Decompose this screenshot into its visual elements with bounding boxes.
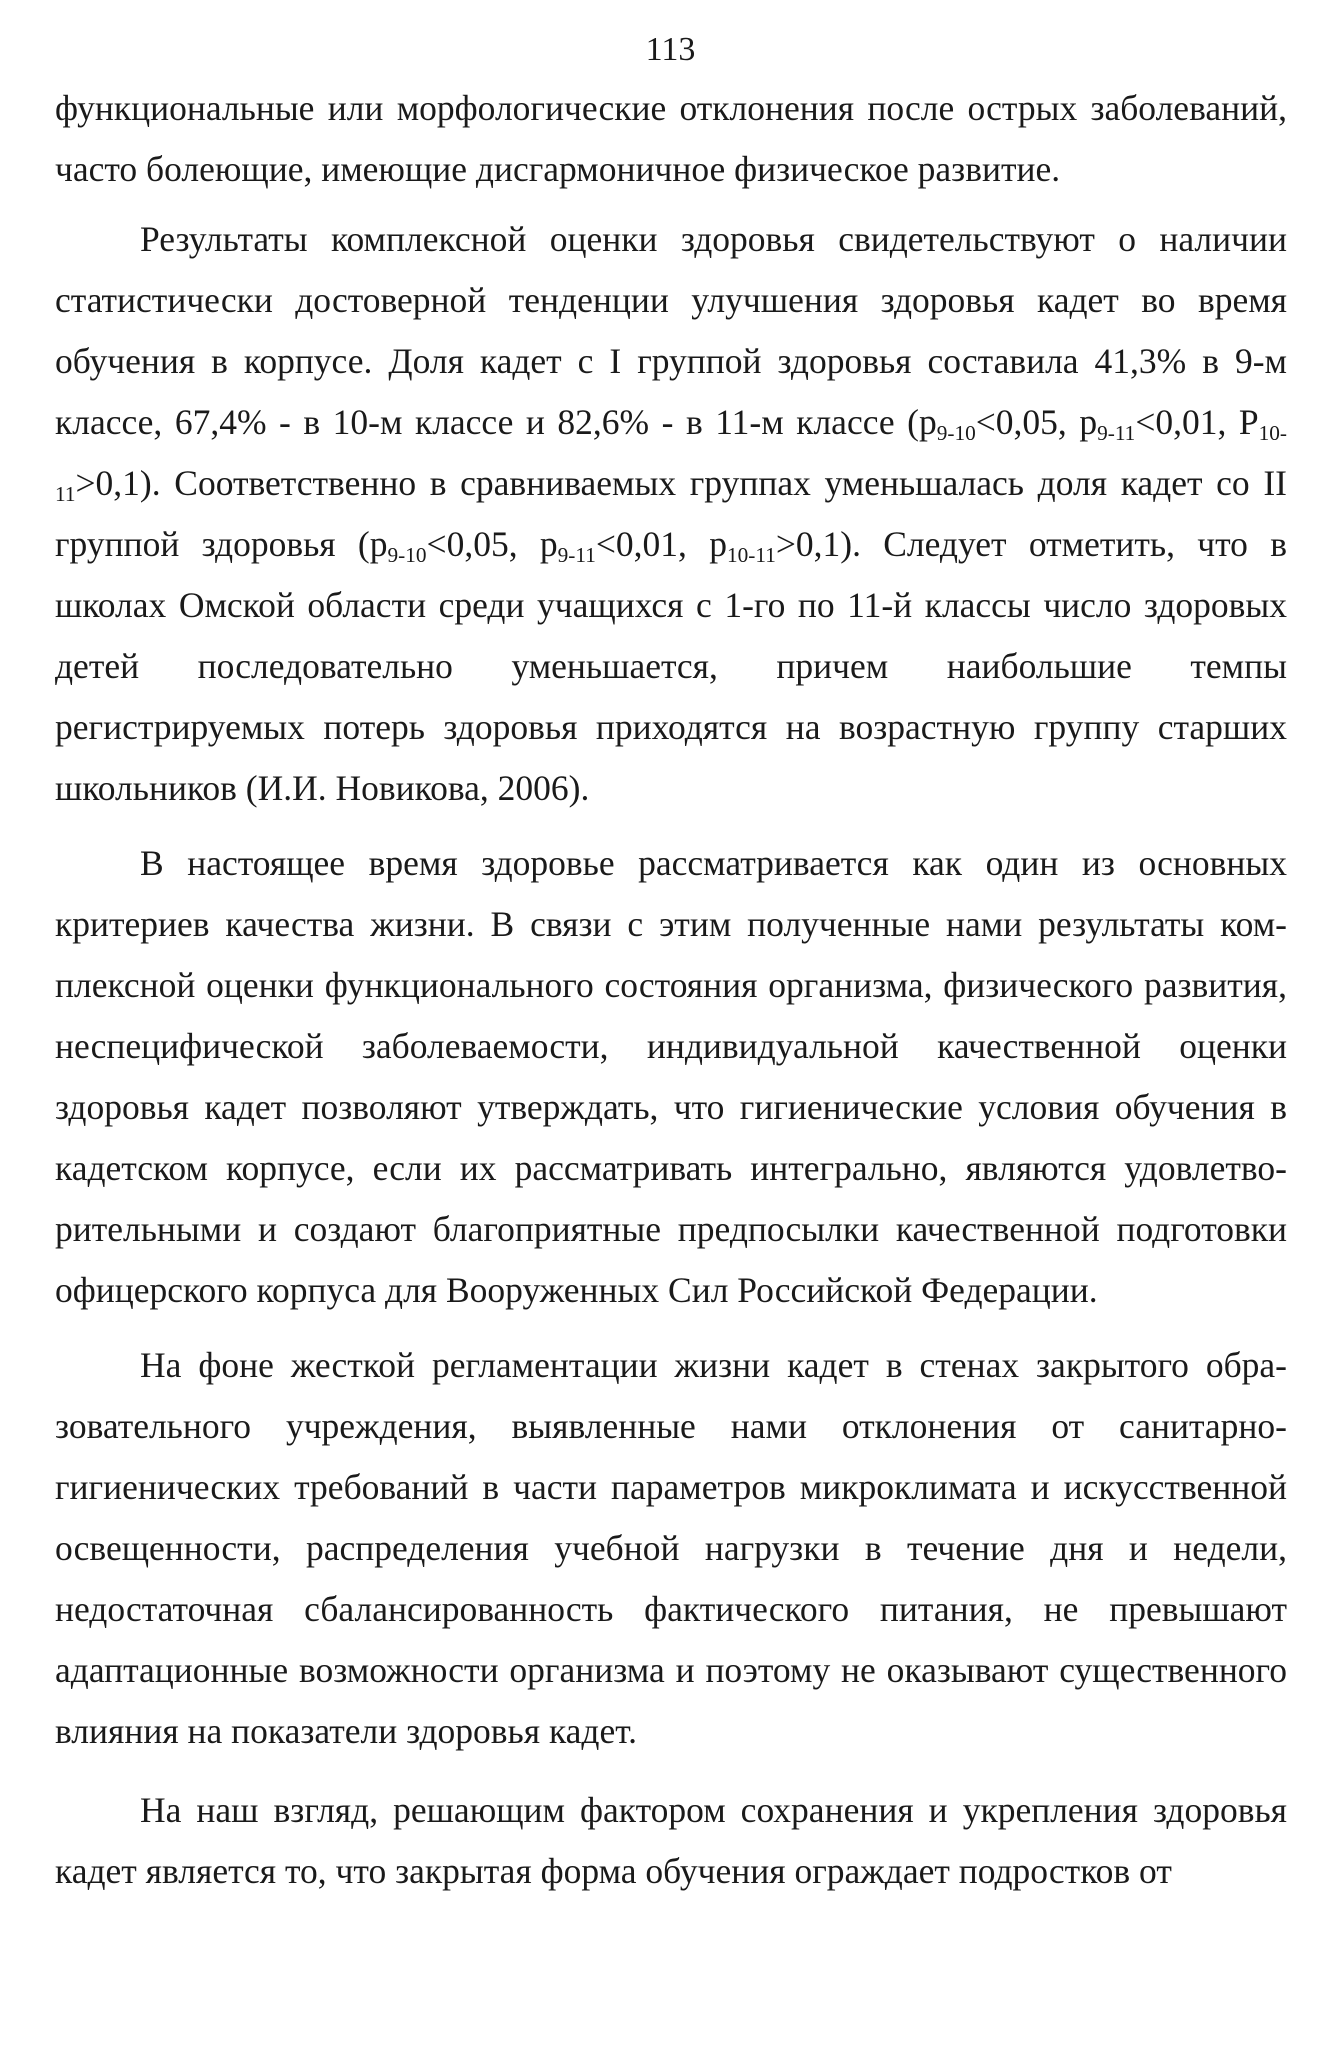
paragraph-health-results — [55, 209, 1287, 819]
text-run: Результаты комплексной оценки здоровья свидетельствуют о наличии статистически достоверной тенденции улучшения здоровья кадет во время обучения в корпусе. Доля кадет с I группой здоровья составила 41,3% в 9-м классе, 67,4% - в 10-м классе и 82,6% - в 11-м классе (p — [55, 219, 1287, 442]
subscript: 9-11 — [557, 542, 596, 567]
text-run: <0,01, P — [1135, 402, 1259, 442]
body-text — [55, 78, 1287, 1902]
paragraph-continuation: функциональные или морфологические отклонения после острых заболеваний, часто болеющие, имеющие дисгармоничное физическое развитие. — [55, 88, 1287, 189]
subscript: 10-11 — [726, 542, 776, 567]
paragraph-quality-of-life: В настоящее время здоровье рассматривается как один из основных критериев качества жизни. В связи с этим полученные нами результаты комплексной оценки функционального состояния организма, физического развития, неспецифической заболеваемости, индивидуальной качественной оценки здоровья кадет позволяют утверждать, что гигиенические условия обучения в кадетском корпусе, если их рассматривать интегрально, являются удовлетворительными и создают благоприятные предпосылки качественной подготовки офицерского корпуса для Вооруженных Сил Российской Федерации. — [55, 843, 1287, 1310]
subscript: 10-11 — [55, 420, 1287, 506]
paragraph-conclusion: На наш взгляд, решающим фактором сохранения и укрепления здоровья кадет является то, что закрытая форма обучения ограждает подростков от — [55, 1790, 1287, 1891]
text-run: <0,01, p — [595, 524, 727, 564]
subscript: 9-10 — [936, 420, 976, 445]
subscript: 9-10 — [387, 542, 427, 567]
paragraph-regulation: На фоне жесткой регламентации жизни кадет в стенах закрытого образовательного учреждения, выявленные нами отклонения от санитарно-гигиенических требований в части параметров микроклимата и искусственной освещенности, распределения учебной нагрузки в течение дня и недели, недостаточная сбалансированность фактического питания, не превышают адаптационные возможности организма и поэтому не оказывают существенного влияния на показатели здоровья кадет. — [55, 1345, 1287, 1751]
text-run: <0,05, p — [426, 524, 558, 564]
page-number: 113 — [645, 31, 696, 68]
text-run: >0,1). Следует отметить, что в школах Омской области среди учащихся с 1-го по 11-й классы число здоровых детей последовательно уменьшается, причем наибольшие темпы регистрируемых потерь здоровья приходятся на возрастную группу старших школьников (И.И. Новикова, 2006). — [55, 524, 1287, 808]
subscript: 9-11 — [1097, 420, 1136, 445]
text-run: >0,1). Соответственно в сравниваемых группах уменьшалась доля кадет со II группой здоровья (p — [55, 463, 1287, 564]
text-run: <0,05, p — [975, 402, 1098, 442]
